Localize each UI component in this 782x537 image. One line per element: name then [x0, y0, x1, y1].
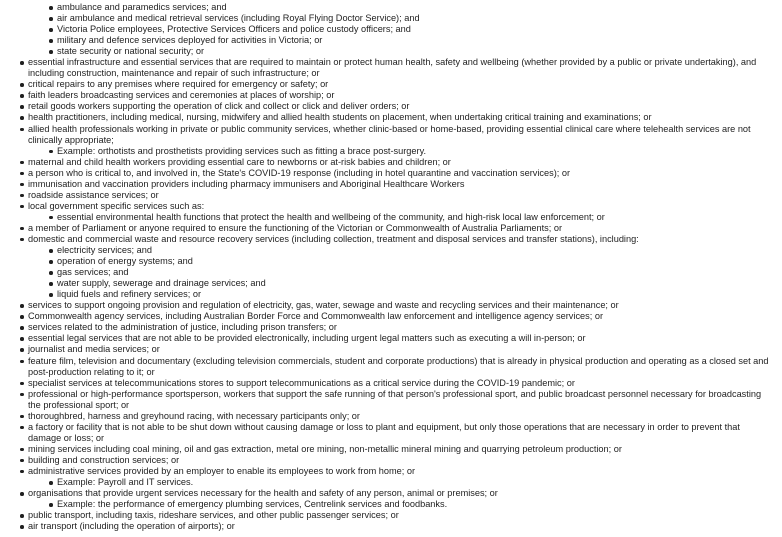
list-item: Commonwealth agency services, including Australian Border Force and Commonwealth law enforcement and intelligence agency services; or [0, 311, 774, 322]
list-item: a factory or facility that is not able to be shut down without causing damage or loss to plant and equipment, but only those operations that are necessary in order to prevent that damage or loss; or [0, 422, 774, 444]
bullet-list [0, 2, 774, 532]
list-item: maternal and child health workers providing essential care to newborns or at-risk babies and children; or [0, 157, 774, 168]
sub-list-item: Example: the performance of emergency plumbing services, Centrelink services and foodbanks. [0, 499, 774, 510]
sub-list-item: liquid fuels and refinery services; or [0, 289, 774, 300]
sub-list-item: water supply, sewerage and drainage services; and [0, 278, 774, 289]
list-item: air transport (including the operation of airports); or [0, 521, 774, 532]
list-item: administrative services provided by an employer to enable its employees to work from home; or [0, 466, 774, 477]
list-item: essential legal services that are not able to be provided electronically, including urgent legal matters such as executing a will in-person; or [0, 333, 774, 344]
sub-list-item: operation of energy systems; and [0, 256, 774, 267]
list-item: professional or high-performance sportsperson, workers that support the safe running of that person's professional sport, and public broadcast personnel necessary for broadcasting the professional sport; or [0, 389, 774, 411]
sub-list-item: electricity services; and [0, 245, 774, 256]
sub-list-item: essential environmental health functions that protect the health and wellbeing of the community, and high-risk local law enforcement; or [0, 212, 774, 223]
list-item: thoroughbred, harness and greyhound racing, with necessary participants only; or [0, 411, 774, 422]
sub-list-item: Example: orthotists and prosthetists providing services such as fitting a brace post-surgery. [0, 146, 774, 157]
sub-list-item: gas services; and [0, 267, 774, 278]
list-item: mining services including coal mining, oil and gas extraction, metal ore mining, non-metallic mineral mining and quarrying petroleum production; or [0, 444, 774, 455]
list-item: health practitioners, including medical, nursing, midwifery and allied health students on placement, when undertaking critical training and examinations; or [0, 112, 774, 123]
list-item: allied health professionals working in private or public community services, whether clinic-based or home-based, providing essential clinical care where telehealth services are not clinically appropriate; [0, 124, 774, 146]
list-item: critical repairs to any premises where required for emergency or safety; or [0, 79, 774, 90]
list-item: services related to the administration of justice, including prison transfers; or [0, 322, 774, 333]
list-item: essential infrastructure and essential services that are required to maintain or protect human health, safety and wellbeing (whether provided by a public or private undertaking), and including construction, maintenance and repair of such infrastructure; or [0, 57, 774, 79]
list-item: local government specific services such as: [0, 201, 774, 212]
list-item: faith leaders broadcasting services and ceremonies at places of worship; or [0, 90, 774, 101]
list-item: specialist services at telecommunications stores to support telecommunications as a critical service during the COVID-19 pandemic; or [0, 378, 774, 389]
list-item: journalist and media services; or [0, 344, 774, 355]
list-item: organisations that provide urgent services necessary for the health and safety of any person, animal or premises; or [0, 488, 774, 499]
list-item: a person who is critical to, and involved in, the State's COVID-19 response (including in hotel quarantine and vaccination services); or [0, 168, 774, 179]
list-item: feature film, television and documentary (excluding television commercials, student and corporate productions) that is already in physical production and operating as a closed set and post-production relating to it; or [0, 356, 774, 378]
list-item: services to support ongoing provision and regulation of electricity, gas, water, sewage and waste and recycling services and their maintenance; or [0, 300, 774, 311]
sub-list-item: Victoria Police employees, Protective Services Officers and police custody officers; and [0, 24, 774, 35]
list-item: a member of Parliament or anyone required to ensure the functioning of the Victorian or Commonwealth of Australia Parliaments; or [0, 223, 774, 234]
list-item: immunisation and vaccination providers including pharmacy immunisers and Aboriginal Healthcare Workers [0, 179, 774, 190]
list-item: public transport, including taxis, rideshare services, and other public passenger services; or [0, 510, 774, 521]
sub-list-item: military and defence services deployed for activities in Victoria; or [0, 35, 774, 46]
list-item: building and construction services; or [0, 455, 774, 466]
list-item: retail goods workers supporting the operation of click and collect or click and deliver orders; or [0, 101, 774, 112]
list-item: domestic and commercial waste and resource recovery services (including collection, treatment and disposal services and transfer stations), including: [0, 234, 774, 245]
sub-list-item: Example: Payroll and IT services. [0, 477, 774, 488]
sub-list-item: air ambulance and medical retrieval services (including Royal Flying Doctor Service); and [0, 13, 774, 24]
sub-list-item: ambulance and paramedics services; and [0, 2, 774, 13]
list-item: roadside assistance services; or [0, 190, 774, 201]
sub-list-item: state security or national security; or [0, 46, 774, 57]
